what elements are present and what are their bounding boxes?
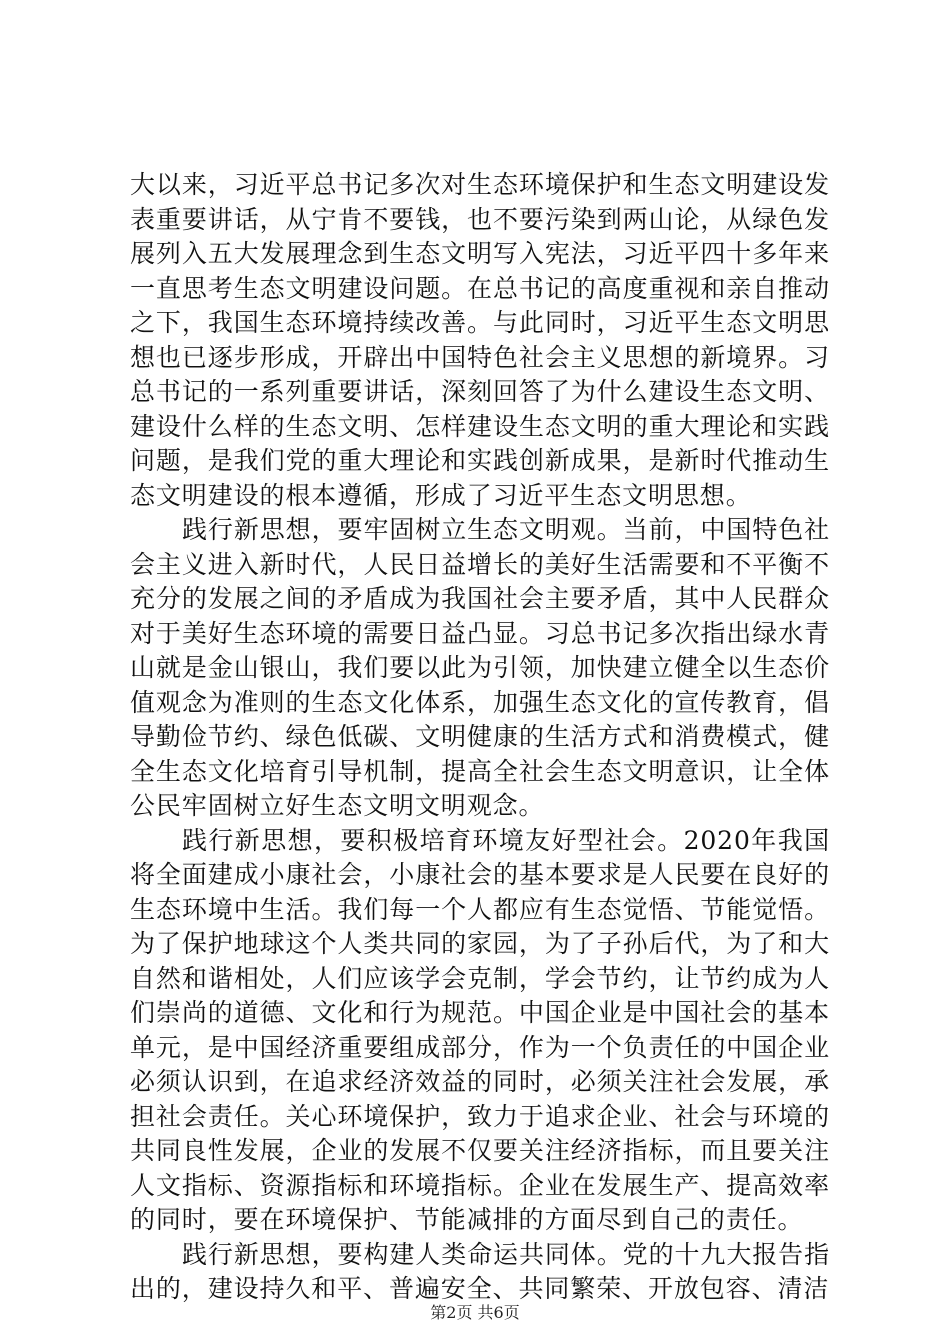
paragraph-1: 大以来，习近平总书记多次对生态环境保护和生态文明建设发表重要讲话，从宁肯不要钱，也不要污染到两山论，从绿色发展列入五大发展理念到生态文明写入宪法，习近平四十多年来一直思考生态文明建设问题。在总书记的高度重视和亲自推动之下，我国生态环境持续改善。与此同时，习近平生态文明思想也已逐步形成，开辟出中国特色社会主义思想的新境界。习总书记的一系列重要讲话，深刻回答了为什么建设生态文明、建设什么样的生态文明、怎样建设生态文明的重大理论和实践问题，是我们党的重大理论和实践创新成果，是新时代推动生态文明建设的根本遵循，形成了习近平生态文明思想。 xyxy=(130,170,830,510)
body-text xyxy=(130,168,830,1307)
page-footer: 第2页 共6页 xyxy=(430,1303,520,1322)
paragraph-3: 践行新思想，要积极培育环境友好型社会。2020年我国将全面建成小康社会，小康社会的基本要求是人民要在良好的生态环境中生活。我们每一个人都应有生态觉悟、节能觉悟。为了保护地球这个人类共同的家园，为了子孙后代，为了和大自然和谐相处，人们应该学会克制，学会节约，让节约成为人们崇尚的道德、文化和行为规范。中国企业是中国社会的基本单元，是中国经济重要组成部分，作为一个负责任的中国企业必须认识到，在追求经济效益的同时，必须关注社会发展，承担社会责任。关心环境保护，致力于追求企业、社会与环境的共同良性发展，企业的发展不仅要关注经济指标，而且要关注人文指标、资源指标和环境指标。企业在发展生产、提高效率的同时，要在环境保护、节能减排的方面尽到自己的责任。 xyxy=(130,825,830,1234)
paragraph-2: 践行新思想，要牢固树立生态文明观。当前，中国特色社会主义进入新时代，人民日益增长的美好生活需要和不平衡不充分的发展之间的矛盾成为我国社会主要矛盾，其中人民群众对于美好生态环境的需要日益凸显。习总书记多次指出绿水青山就是金山银山，我们要以此为引领，加快建立健全以生态价值观念为准则的生态文化体系，加强生态文化的宣传教育，倡导勤俭节约、绿色低碳、文明健康的生活方式和消费模式，健全生态文化培育引导机制，提高全社会生态文明意识，让全体公民牢固树立好生态文明文明观念。 xyxy=(130,515,830,820)
paragraph-4: 践行新思想，要构建人类命运共同体。党的十九大报告指出的，建设持久和平、普遍安全、共同繁荣、开放包容、清洁 xyxy=(130,1239,830,1303)
